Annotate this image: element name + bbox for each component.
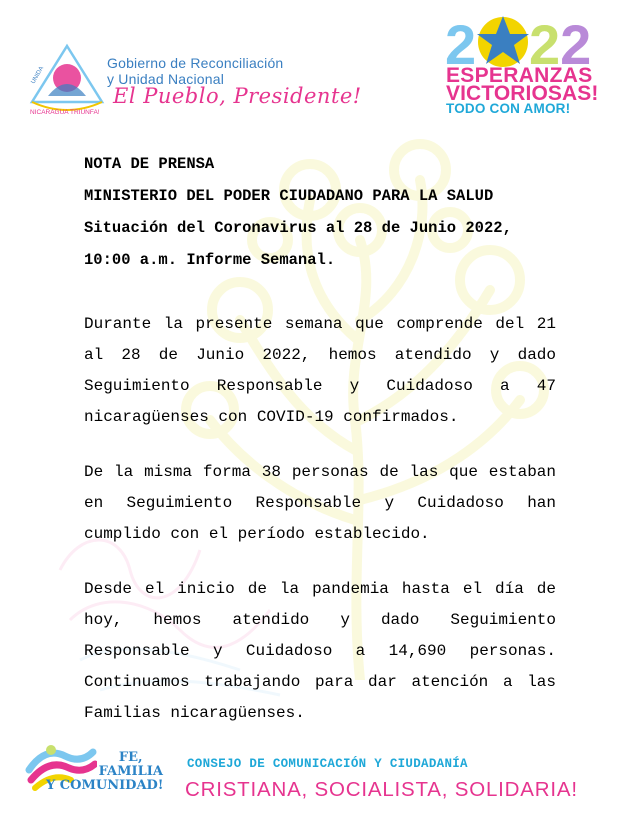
paragraph-completed-period: De la misma forma 38 personas de las que estaban en Seguimiento Responsable y Cuidadoso han cumplido con el período establecido. (84, 463, 556, 543)
esperanzas-text: ESPERANZAS (446, 64, 593, 87)
familia-text: FAMILIA (98, 764, 163, 779)
government-logo (26, 40, 108, 118)
logo-text-bottom: NICARAGUA TRIUNFA! (30, 109, 100, 116)
paragraph-weekly-cases: Durante la presente semana que comprende del 21 al 28 de Junio 2022, hemos atendido y dado Seguimiento Responsable y Cuidadoso a 47 nicaragüenses con COVID-19 confirmados. (84, 315, 556, 426)
year-digit-1: 2 (445, 13, 477, 70)
slogan-pueblo-presidente: El Pueblo, Presidente! (113, 84, 362, 108)
gov-line-2: y Unidad Nacional (107, 71, 225, 87)
paragraph-total-cases: Desde el inicio de la pandemia hasta el día de hoy, hemos atendido y dado Seguimiento Responsable y Cuidadoso a 14,690 personas. Continuamos trabajando para dar atención a las Familias nicaragüenses. (84, 580, 556, 722)
todo-con-amor-text: TODO CON AMOR! (446, 101, 571, 116)
victoriosas-text: VICTORIOSAS! (446, 82, 599, 105)
year-2022-logo (445, 12, 611, 70)
cristiana-socialista-solidaria-text: CRISTIANA, SOCIALISTA, SOLIDARIA! (185, 778, 578, 801)
title-situacion: Situación del Coronavirus al 28 de Junio 2022, (84, 219, 512, 237)
gov-line-1: Gobierno de Reconciliación (107, 55, 284, 71)
title-ministerio: MINISTERIO DEL PODER CIUDADANO PARA LA SALUD (84, 187, 494, 205)
logo-text-left: UNIDA (30, 65, 46, 85)
year-digits-22: 22 (529, 13, 592, 70)
title-hora-informe: 10:00 a.m. Informe Semanal. (84, 251, 336, 269)
fe-text: FE, (118, 750, 143, 765)
consejo-comunicacion-text: CONSEJO DE COMUNICACIÓN Y CIUDADANÍA (187, 757, 468, 771)
fe-familia-comunidad (46, 750, 164, 793)
comunidad-text: Y COMUNIDAD! (46, 778, 164, 793)
title-nota-de-prensa: NOTA DE PRENSA (84, 155, 215, 173)
